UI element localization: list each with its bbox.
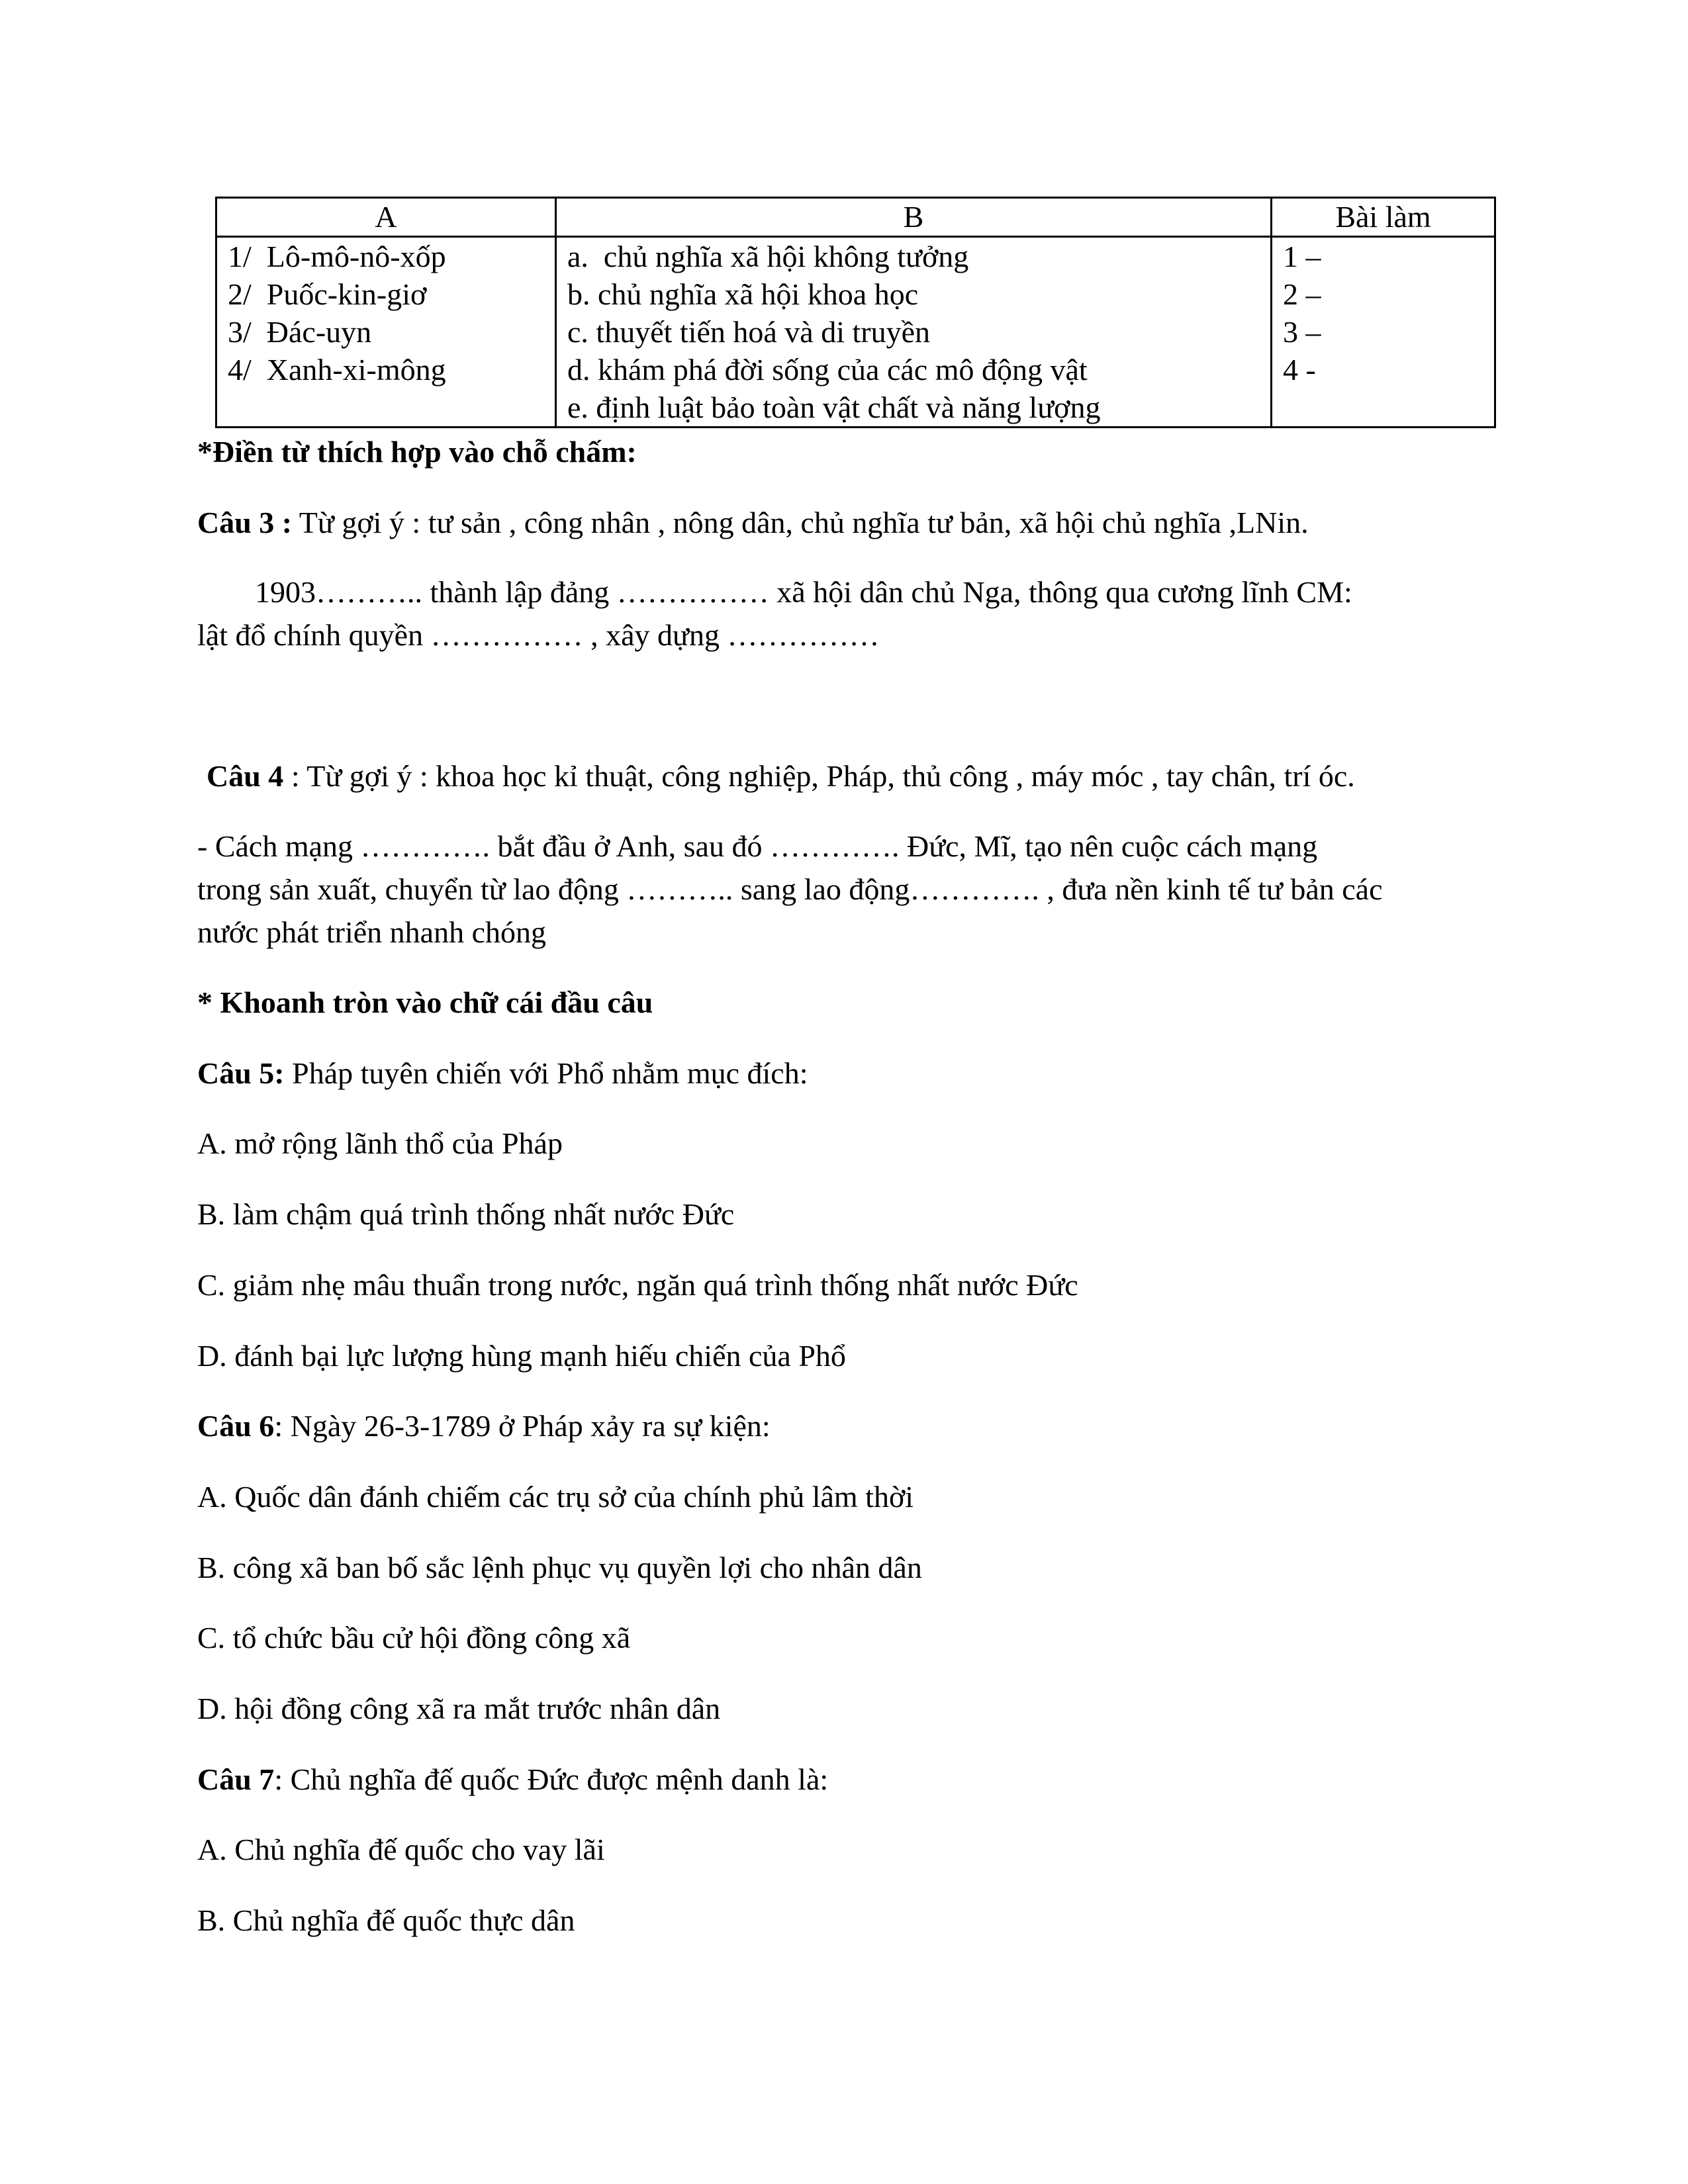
question-7-label: Câu 7 (197, 1762, 275, 1796)
list-item: 1/ Lô-mô-nô-xốp (228, 240, 446, 273)
list-item: c. thuyết tiến hoá và di truyền (567, 315, 931, 349)
question-4-line-3: nước phát triển nhanh chóng (197, 915, 547, 949)
question-7-prompt: Câu 7: Chủ nghĩa đế quốc Đức được mệnh danh là: (197, 1762, 829, 1796)
header-a: A (216, 198, 556, 237)
option-5a: A. mở rộng lãnh thổ của Pháp (197, 1126, 563, 1160)
section-circle-heading: * Khoanh tròn vào chữ cái đầu câu (197, 985, 653, 1019)
option-7b: B. Chủ nghĩa đế quốc thực dân (197, 1903, 575, 1937)
table-body-row (216, 237, 1495, 428)
question-5-prompt: Câu 5: Pháp tuyên chiến với Phổ nhằm mục đích: (197, 1056, 808, 1090)
list-item: e. định luật bảo toàn vật chất và năng lượng (567, 390, 1101, 424)
question-6-label: Câu 6 (197, 1409, 275, 1443)
question-3-prompt: Câu 3 : Từ gợi ý : tư sản , công nhân , nông dân, chủ nghĩa tư bản, xã hội chủ nghĩa ,LNin. (197, 506, 1309, 539)
option-6a: A. Quốc dân đánh chiếm các trụ sở của chính phủ lâm thời (197, 1480, 914, 1514)
question-3-line-2: lật đổ chính quyền …………… , xây dựng …………… (197, 618, 880, 652)
option-5b: B. làm chậm quá trình thống nhất nước Đức (197, 1197, 735, 1231)
option-7a: A. Chủ nghĩa đế quốc cho vay lãi (197, 1833, 605, 1866)
header-b: B (556, 198, 1272, 237)
option-6b: B. công xã ban bố sắc lệnh phục vụ quyền lợi cho nhân dân (197, 1551, 922, 1584)
question-4-label: Câu 4 (207, 759, 284, 793)
list-item: 4 - (1283, 353, 1316, 387)
list-item: 2/ Puốc-kin-giơ (228, 277, 427, 311)
table-header-row (216, 198, 1495, 237)
matching-table (215, 197, 1496, 428)
question-5-label: Câu 5: (197, 1056, 285, 1090)
question-6-prompt: Câu 6: Ngày 26-3-1789 ở Pháp xảy ra sự kiện: (197, 1409, 771, 1443)
question-3-line-1: 1903……….. thành lập đảng …………… xã hội dân chủ Nga, thông qua cương lĩnh CM: (255, 575, 1352, 609)
list-item: 3 – (1283, 315, 1321, 349)
question-4-line-1: - Cách mạng …………. bắt đầu ở Anh, sau đó …………. Đức, Mĩ, tạo nên cuộc cách mạng (197, 829, 1318, 863)
question-3-label: Câu 3 : (197, 506, 293, 539)
option-5d: D. đánh bại lực lượng hùng mạnh hiếu chiến của Phổ (197, 1339, 846, 1373)
list-item: 4/ Xanh-xi-mông (228, 353, 446, 387)
list-item: 2 – (1283, 277, 1321, 311)
column-a (216, 237, 556, 428)
list-item: d. khám phá đời sống của các mô động vật (567, 353, 1088, 387)
question-4-line-2: trong sản xuất, chuyển từ lao động ……….. sang lao động…………. , đưa nền kinh tế tư bản các (197, 872, 1383, 906)
list-item: a. chủ nghĩa xã hội không tưởng (567, 240, 969, 273)
header-answer: Bài làm (1272, 198, 1495, 237)
column-b (556, 237, 1272, 428)
question-4-prompt: Câu 4 : Từ gợi ý : khoa học kỉ thuật, công nghiệp, Pháp, thủ công , máy móc , tay chân, trí óc. (207, 759, 1355, 793)
column-answer (1272, 237, 1495, 428)
option-5c: C. giảm nhẹ mâu thuẩn trong nước, ngăn quá trình thống nhất nước Đức (197, 1268, 1078, 1302)
section-fill-heading: *Điền từ thích hợp vào chỗ chấm: (197, 435, 637, 469)
option-6c: C. tổ chức bầu cử hội đồng công xã (197, 1621, 631, 1655)
list-item: 3/ Đác-uyn (228, 315, 372, 349)
list-item: 1 – (1283, 240, 1321, 273)
option-6d: D. hội đồng công xã ra mắt trước nhân dân (197, 1692, 721, 1725)
list-item: b. chủ nghĩa xã hội khoa học (567, 277, 919, 311)
